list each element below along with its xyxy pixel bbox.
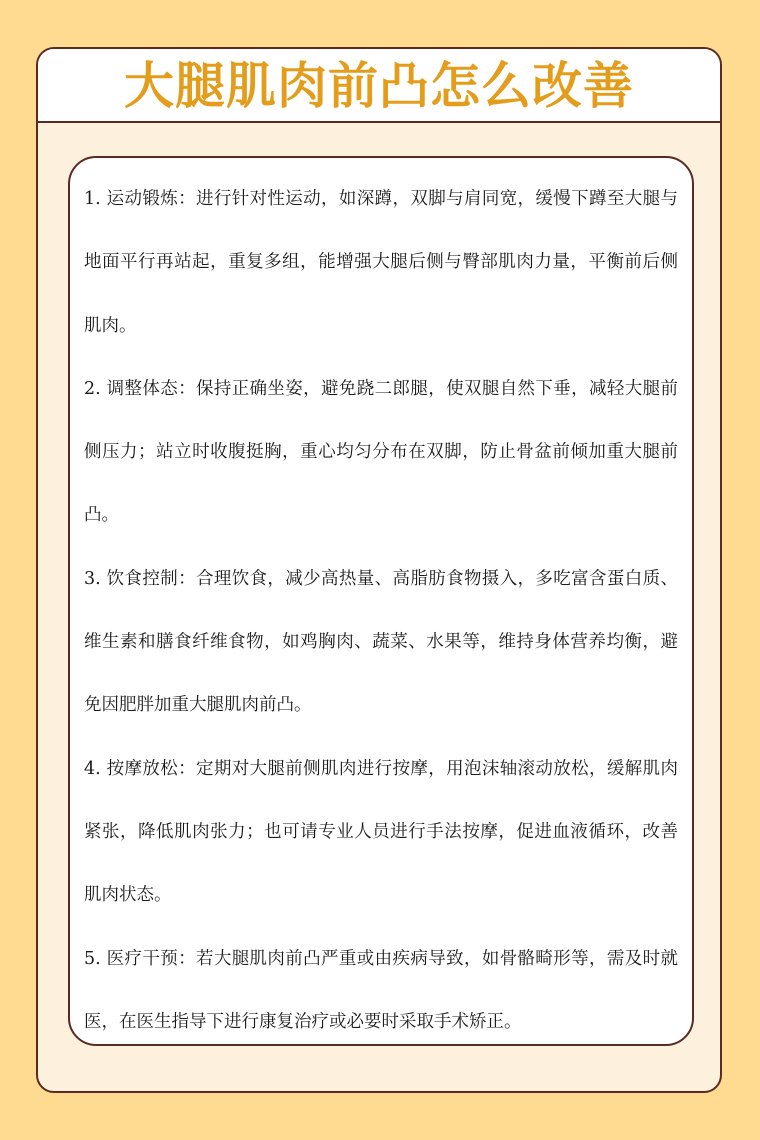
tip-item-posture: 2. 调整体态：保持正确坐姿，避免跷二郎腿，使双腿自然下垂，减轻大腿前侧压力；站立时收腹挺胸，重心均匀分布在双脚，防止骨盆前倾加重大腿前凸。 bbox=[84, 378, 678, 526]
tip-item-massage: 4. 按摩放松：定期对大腿前侧肌肉进行按摩，用泡沫轴滚动放松，缓解肌肉紧张，降低肌肉张力；也可请专业人员进行手法按摩，促进血液循环，改善肌肉状态。 bbox=[84, 758, 678, 906]
article-card bbox=[36, 47, 722, 1093]
tip-item-exercise: 1. 运动锻炼：进行针对性运动，如深蹲，双脚与肩同宽，缓慢下蹲至大腿与地面平行再站起，重复多组，能增强大腿后侧与臀部肌肉力量，平衡前后侧肌肉。 bbox=[84, 189, 678, 336]
page-title: 大腿肌肉前凸怎么改善 bbox=[124, 57, 634, 115]
tip-item-medical: 5. 医疗干预：若大腿肌肉前凸严重或由疾病导致，如骨骼畸形等，需及时就医，在医生指导下进行康复治疗或必要时采取手术矫正。 bbox=[84, 948, 678, 1032]
content-panel bbox=[68, 156, 694, 1046]
tip-item-diet: 3. 饮食控制：合理饮食，减少高热量、高脂肪食物摄入，多吃富含蛋白质、维生素和膳食纤维食物，如鸡胸肉、蔬菜、水果等，维持身体营养均衡，避免因肥胖加重大腿肌肉前凸。 bbox=[84, 568, 678, 716]
title-bar bbox=[38, 49, 720, 123]
